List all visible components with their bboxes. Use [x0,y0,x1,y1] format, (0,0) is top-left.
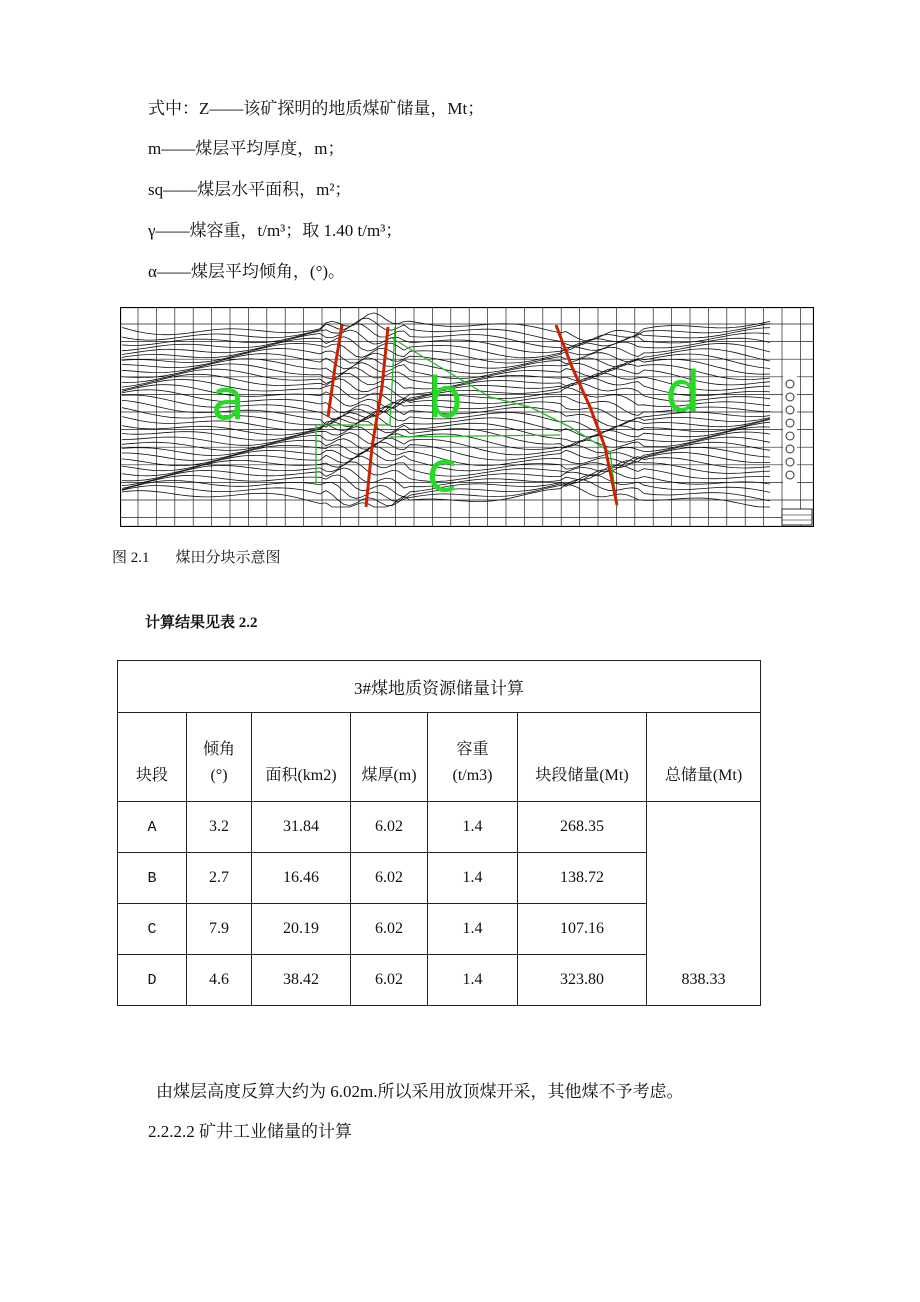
definition-alpha: α——煤层平均倾角，(°)。 [148,262,346,281]
definition-m: m——煤层平均厚度，m； [148,139,345,158]
table-row [118,802,761,853]
table-title: 3#煤地质资源储量计算 [118,661,761,713]
block-label-c: c [426,440,458,505]
cell-block: A [118,802,187,853]
cell-thickness: 6.02 [351,904,428,955]
cell-area: 20.19 [252,904,351,955]
coalfield-block-map [120,307,814,527]
cell-block: B [118,853,187,904]
cell-density: 1.4 [428,955,518,1006]
cell-block-reserve: 268.35 [518,802,647,853]
header-thickness: 煤厚(m) [351,713,428,802]
table-intro: 计算结果见表 2.2 [145,615,258,631]
body-paragraph: 由煤层高度反算大约为 6.02m.所以采用放顶煤开采，其他煤不予考虑。 [156,1082,684,1101]
cell-thickness: 6.02 [351,853,428,904]
figure-caption [112,546,307,567]
cell-thickness: 6.02 [351,802,428,853]
header-density: 容重 (t/m3) [428,713,518,802]
cell-density: 1.4 [428,802,518,853]
cell-area: 16.46 [252,853,351,904]
map-legend-strip [783,375,797,485]
block-label-b: b [427,366,463,431]
header-block-reserve: 块段储量(Mt) [518,713,647,802]
cell-dip: 2.7 [187,853,252,904]
header-block: 块段 [118,713,187,802]
reserve-table [117,660,761,1006]
cell-block-reserve: 107.16 [518,904,647,955]
cell-dip: 3.2 [187,802,252,853]
section-heading: 2.2.2.2 矿井工业储量的计算 [148,1122,352,1141]
cell-area: 31.84 [252,802,351,853]
cell-dip: 4.6 [187,955,252,1006]
block-label-a: a [210,368,246,433]
cell-block-reserve: 138.72 [518,853,647,904]
figure-caption-text: 煤田分块示意图 [175,550,281,566]
header-total-reserve: 总储量(Mt) [647,713,761,802]
cell-block: C [118,904,187,955]
cell-density: 1.4 [428,853,518,904]
definition-z: 式中：Z——该矿探明的地质煤矿储量，Mt； [148,99,485,118]
figure-caption-number: 图 2.1 [112,550,150,566]
definition-sq: sq——煤层水平面积，m²； [148,180,352,199]
cell-block: D [118,955,187,1006]
header-area: 面积(km2) [252,713,351,802]
cell-dip: 7.9 [187,904,252,955]
cell-block-reserve: 323.80 [518,955,647,1006]
cell-thickness: 6.02 [351,955,428,1006]
cell-density: 1.4 [428,904,518,955]
header-dip: 倾角 (°) [187,713,252,802]
block-label-d: d [665,360,701,425]
map-title-block [782,509,812,525]
cell-total-reserve: 838.33 [647,802,761,1006]
cell-area: 38.42 [252,955,351,1006]
definition-gamma: γ——煤容重，t/m³；取 1.40 t/m³； [148,221,403,240]
